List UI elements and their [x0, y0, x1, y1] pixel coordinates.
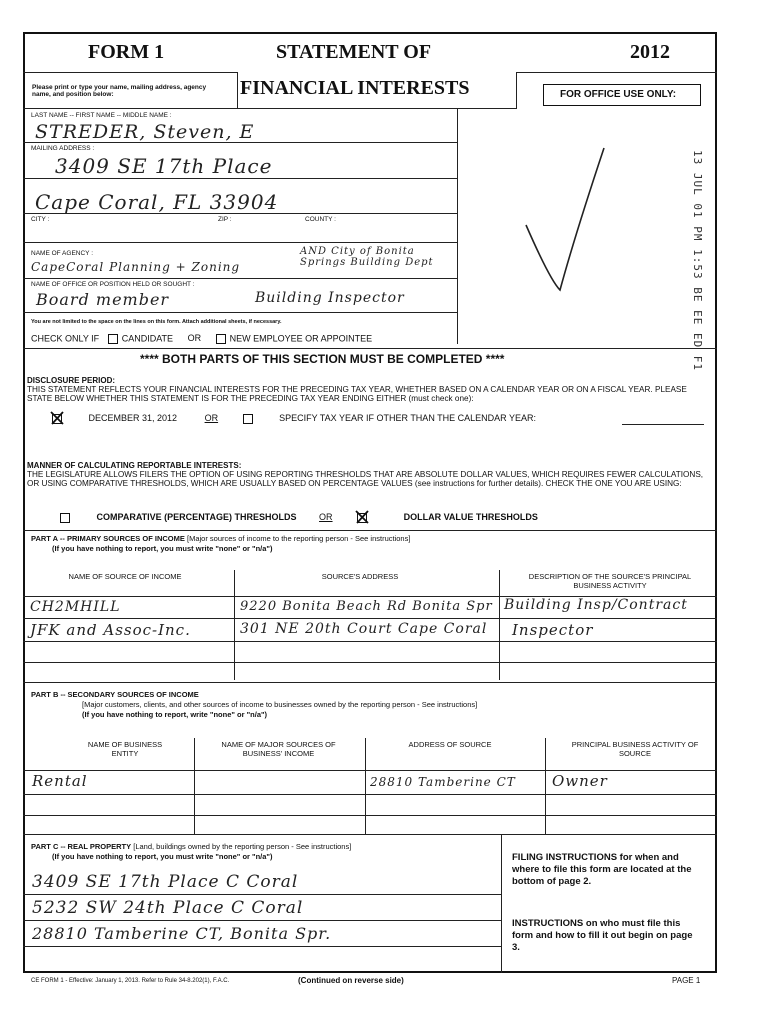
county-label: COUNTY :	[305, 216, 336, 223]
footer-form-ref: CE FORM 1 - Effective: January 1, 2013. Refer to Rule 34-8.202(1), F.A.C.	[31, 978, 230, 984]
part-c-row2[interactable]: 5232 SW 24th Place C Coral	[32, 898, 304, 918]
position-value-2[interactable]: Building Inspector	[255, 290, 405, 306]
manner-text: THE LEGISLATURE ALLOWS FILERS THE OPTION OF USING REPORTING THRESHOLDS THAT ARE ABSOLUTE DOLLAR VALUES, WHICH REQUIRES FEWER CALCULATIONS, OR USING COMPARATIVE THRESHOLDS, WHICH ARE USUALLY BASED ON PERCENTAGE VALUES (see instructions for further details). CHECK THE ONE YOU ARE USING:	[27, 470, 704, 488]
part-c-title: PART C -- REAL PROPERTY	[31, 842, 132, 851]
part-a-col-description: DESCRIPTION OF THE SOURCE'S PRINCIPAL BUSINESS ACTIVITY	[528, 572, 692, 590]
part-b-col-activity: PRINCIPAL BUSINESS ACTIVITY OF SOURCE	[571, 740, 699, 758]
threshold-row	[60, 512, 538, 523]
part-c-note: (If you have nothing to report, you must write "none" or "n/a")	[52, 852, 273, 861]
both-parts-heading: **** BOTH PARTS OF THIS SECTION MUST BE COMPLETED ****	[140, 352, 505, 366]
dec31-checkbox[interactable]	[52, 414, 62, 424]
check-only-label: CHECK ONLY IF	[31, 333, 100, 344]
part-c-subtitle: [Land, buildings owned by the reporting person - See instructions]	[133, 842, 352, 851]
city-label: CITY :	[31, 216, 50, 223]
part-a-title: PART A -- PRIMARY SOURCES OF INCOME	[31, 534, 185, 543]
name-value[interactable]: STREDER, Steven, E	[35, 121, 255, 143]
part-a-col-address: SOURCE'S ADDRESS	[321, 572, 399, 581]
space-note: You are not limited to the space on the lines on this form. Attach additional sheets, if necessary.	[31, 319, 282, 325]
part-a-row1-address[interactable]: 9220 Bonita Beach Rd Bonita Spr	[240, 599, 493, 614]
new-employee-checkbox[interactable]	[216, 334, 226, 344]
form-title-line1: STATEMENT OF	[276, 41, 432, 63]
footer-page: PAGE 1	[672, 976, 701, 985]
disclosure-text: THIS STATEMENT REFLECTS YOUR FINANCIAL INTERESTS FOR THE PRECEDING TAX YEAR, WHETHER BASED ON A CALENDAR YEAR OR ON A FISCAL YEAR. PLEASE STATE BELOW WHETHER THIS STATEMENT IS FOR THE PRECEDING TAX YEAR ENDING EITHER (must check one):	[27, 385, 687, 403]
part-b-row1-entity[interactable]: Rental	[32, 772, 88, 790]
or-label: OR	[187, 333, 202, 344]
part-c-row3[interactable]: 28810 Tamberine CT, Bonita Spr.	[32, 924, 332, 943]
zip-label: ZIP :	[218, 216, 232, 223]
check-only-row	[31, 334, 372, 344]
part-b-title: PART B -- SECONDARY SOURCES OF INCOME	[31, 690, 199, 699]
footer-continued: (Continued on reverse side)	[298, 976, 404, 985]
print-instructions: Please print or type your name, mailing address, agency name, and position below:	[32, 84, 207, 98]
part-b-row1-activity[interactable]: Owner	[552, 772, 608, 790]
how-to-file-instructions: INSTRUCTIONS on who must file this form and how to fill it out begin on page 3.	[512, 918, 693, 953]
dollar-checkbox[interactable]	[357, 513, 367, 523]
part-b-subtitle: [Major customers, clients, and other sources of income to businesses owned by the reporting person - See instructions]	[82, 700, 478, 709]
part-a-subtitle: [Major sources of income to the reporting person - See instructions]	[187, 534, 411, 543]
part-a-row1-description[interactable]: Building Insp/Contract	[504, 597, 688, 613]
form-number: FORM 1	[88, 41, 165, 63]
dec31-row	[52, 414, 536, 424]
agency-value[interactable]: CapeCoral Planning + Zoning	[31, 260, 241, 274]
candidate-checkbox[interactable]	[108, 334, 118, 344]
dec31-or: OR	[204, 413, 219, 424]
manner-label: MANNER OF CALCULATING REPORTABLE INTERESTS:	[27, 461, 242, 470]
comparative-label: COMPARATIVE (PERCENTAGE) THRESHOLDS	[96, 512, 297, 522]
dollar-label: DOLLAR VALUE THRESHOLDS	[403, 512, 538, 522]
part-a-row2-description[interactable]: Inspector	[512, 621, 594, 639]
agency-label: NAME OF AGENCY :	[31, 250, 94, 257]
new-employee-label: NEW EMPLOYEE OR APPOINTEE	[229, 333, 373, 344]
part-b-col-entity: NAME OF BUSINESS ENTITY	[87, 740, 163, 758]
position-value-1[interactable]: Board member	[36, 290, 170, 309]
form-title-line2: FINANCIAL INTERESTS	[240, 77, 470, 99]
comparative-checkbox[interactable]	[60, 513, 70, 523]
threshold-or: OR	[319, 512, 333, 522]
candidate-label: CANDIDATE	[121, 333, 174, 344]
disclosure-label: DISCLOSURE PERIOD:	[27, 376, 116, 385]
part-a-note: (If you have nothing to report, you must write "none" or "n/a")	[52, 544, 273, 553]
part-c-row1[interactable]: 3409 SE 17th Place C Coral	[32, 872, 299, 892]
specify-label: SPECIFY TAX YEAR IF OTHER THAN THE CALENDAR YEAR:	[279, 413, 537, 424]
part-a-row1-name[interactable]: CH2MHILL	[30, 599, 121, 615]
form-year: 2012	[630, 41, 670, 63]
specify-checkbox[interactable]	[243, 414, 253, 424]
mailing-label: MAILING ADDRESS :	[31, 145, 95, 152]
position-label: NAME OF OFFICE OR POSITION HELD OR SOUGHT :	[31, 281, 195, 288]
part-b-col-sources: NAME OF MAJOR SOURCES OF BUSINESS' INCOME	[221, 740, 336, 758]
agency-value-2[interactable]: AND City of Bonita Springs Building Dept	[300, 246, 434, 268]
part-b-note: (If you have nothing to report, write "none" or "n/a")	[82, 710, 268, 719]
part-a-row2-address[interactable]: 301 NE 20th Court Cape Coral	[240, 621, 488, 637]
city-value[interactable]: Cape Coral, FL 33904	[35, 190, 279, 214]
office-checkmark	[520, 140, 610, 300]
office-use-label: FOR OFFICE USE ONLY:	[560, 89, 677, 100]
received-stamp: 13 JUL 01 PM 1:53 BE EE ED F1	[691, 150, 704, 372]
part-c-header	[31, 842, 351, 851]
mailing-value[interactable]: 3409 SE 17th Place	[55, 154, 273, 178]
filing-instructions: FILING INSTRUCTIONS for when and where to file this form are located at the bottom of page 2.	[512, 852, 692, 887]
name-label: LAST NAME -- FIRST NAME -- MIDDLE NAME :	[31, 112, 172, 119]
part-b-col-address: ADDRESS OF SOURCE	[408, 740, 492, 749]
part-a-row2-name[interactable]: JFK and Assoc-Inc.	[30, 621, 191, 639]
part-a-header	[31, 534, 410, 543]
dec31-label: DECEMBER 31, 2012	[88, 413, 178, 424]
part-a-col-name: NAME OF SOURCE OF INCOME	[68, 572, 182, 581]
part-b-row1-address[interactable]: 28810 Tamberine CT	[370, 775, 516, 789]
